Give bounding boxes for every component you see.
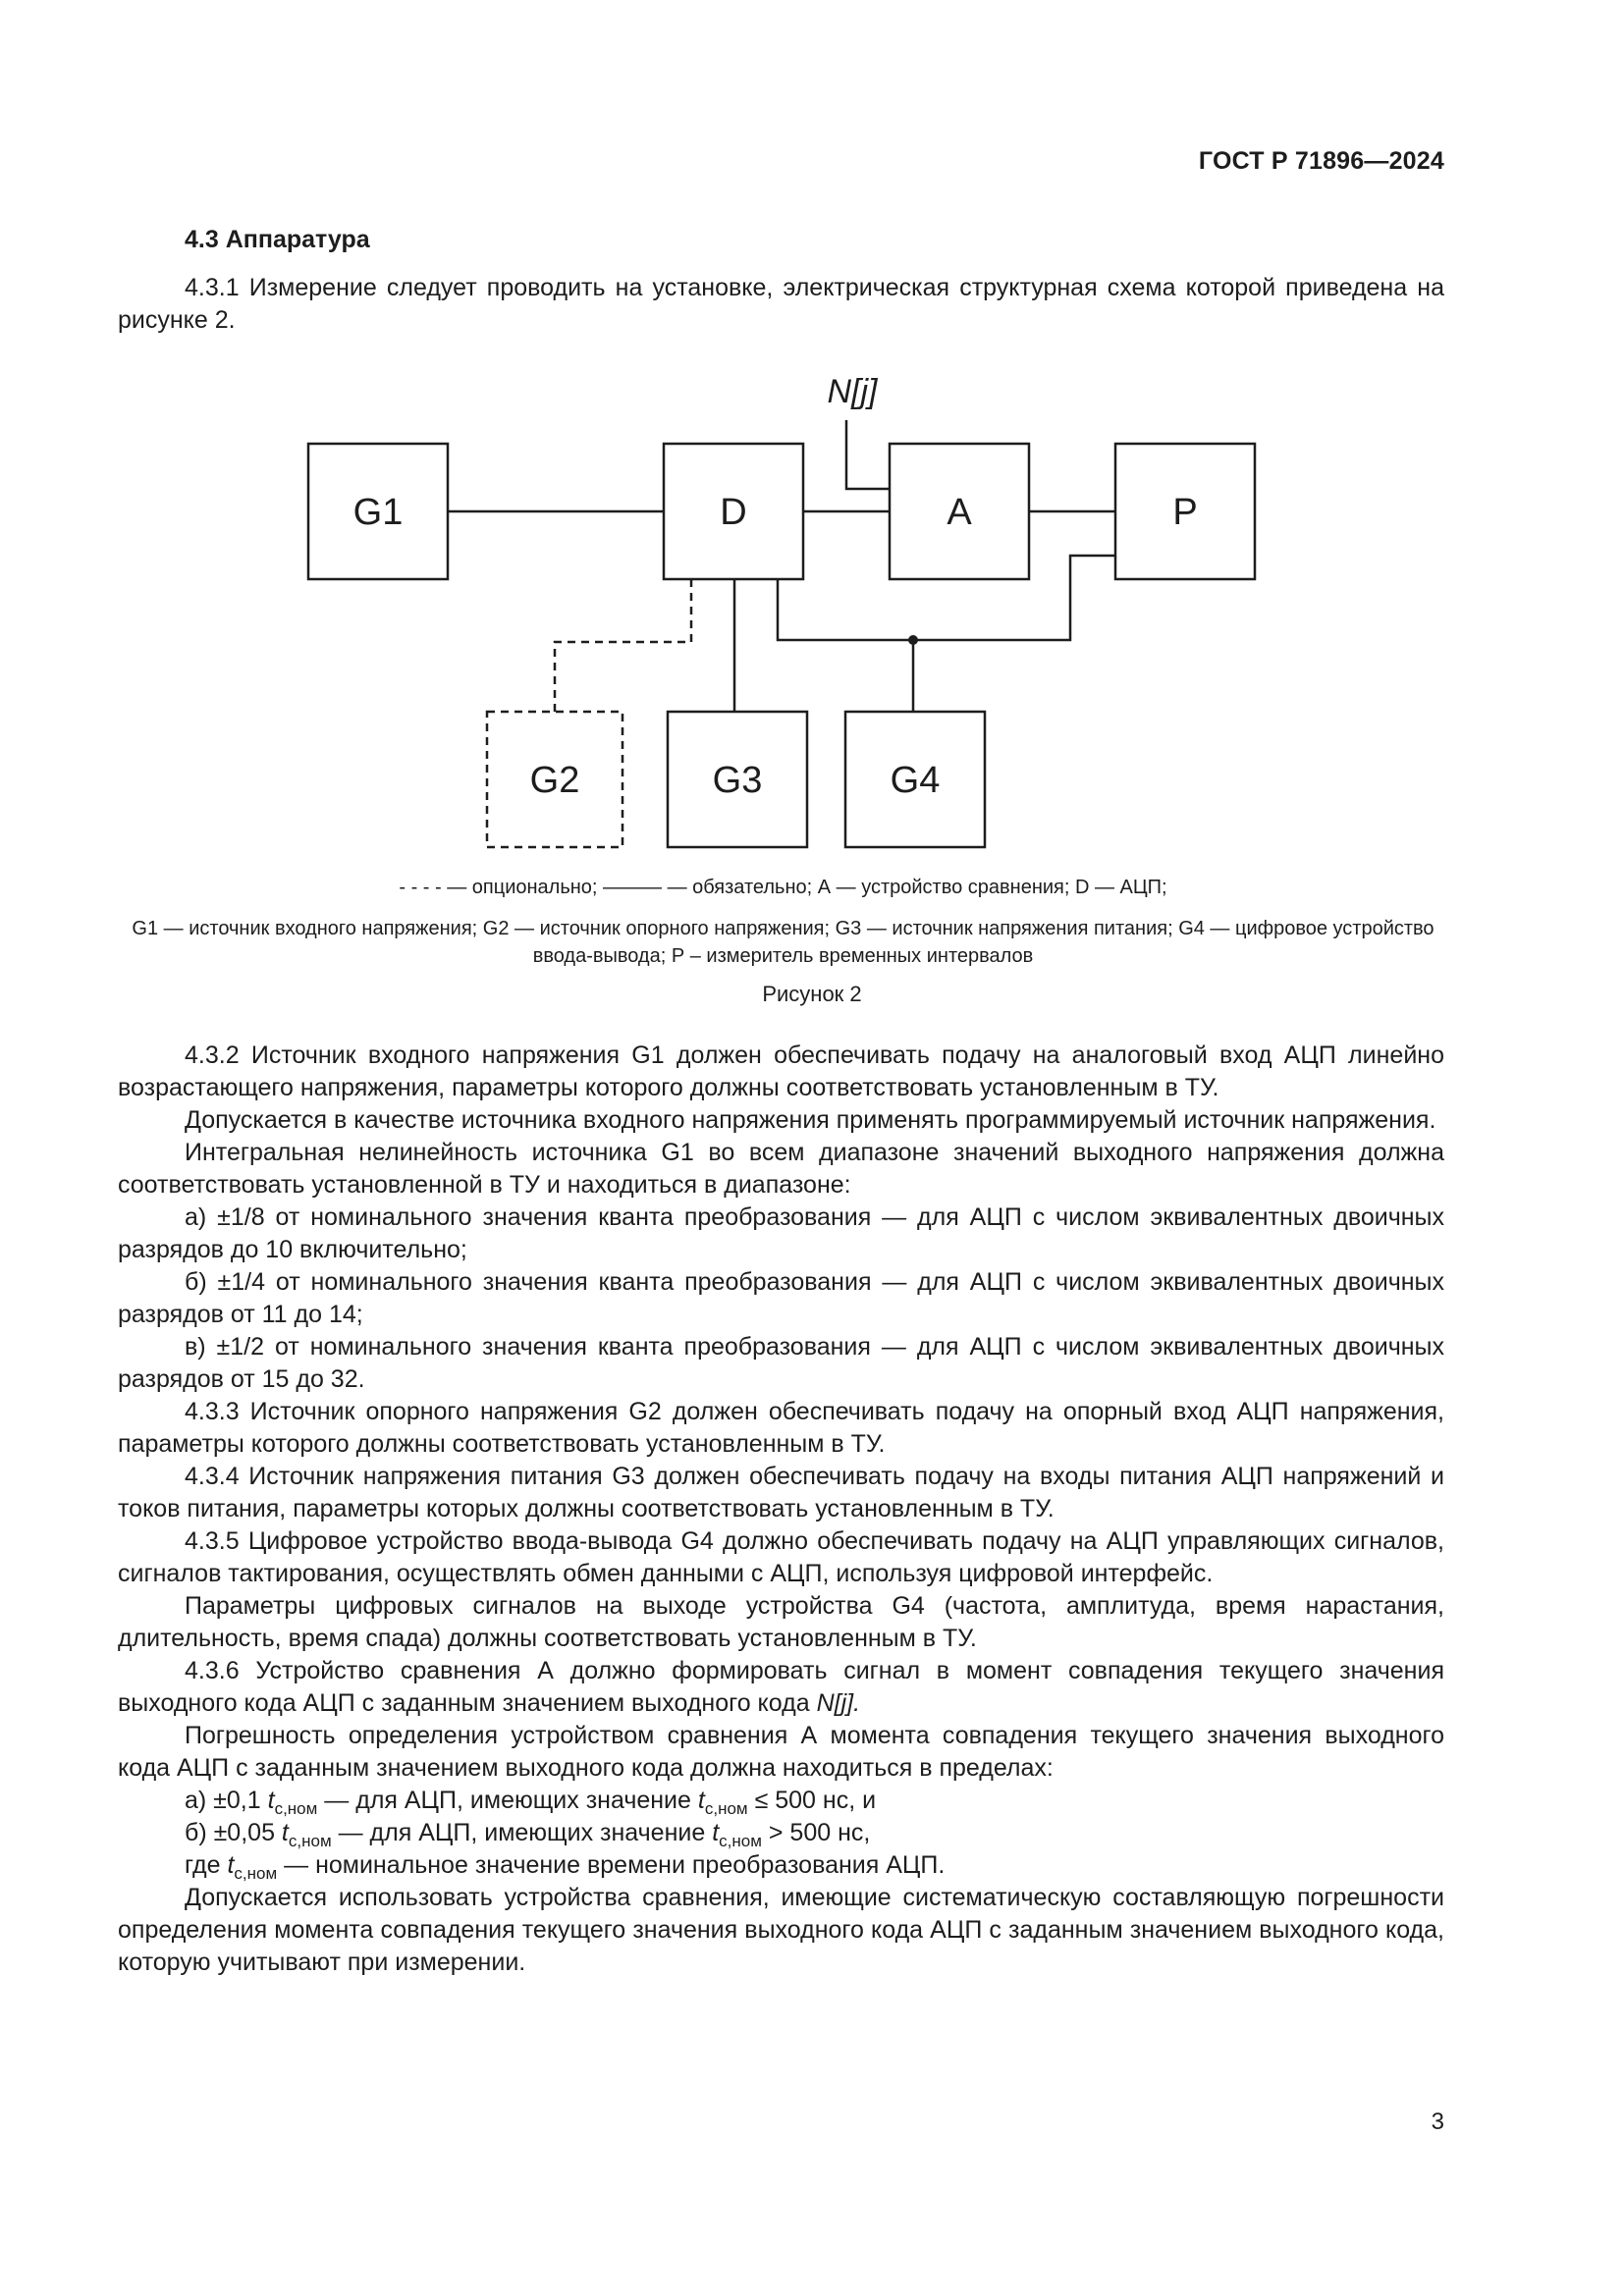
list-item-c: в) ±1/2 от номинального значения кванта преобразования — для АЦП с числом эквивалентных двоичных разрядов от 15 до 32. <box>118 1333 1444 1393</box>
label-a: A <box>947 492 972 533</box>
error-item-a: а) ±0,1 $t_{с,ном}$ — для АЦП, имеющих значение $t_{с,ном} \le 500$ нс, и <box>185 1787 877 1818</box>
label-p: P <box>1172 492 1198 533</box>
paragraph-4-3-6: 4.3.6 Устройство сравнения А должно формировать сигнал в момент совпадения текущего значения выходного кода АЦП с заданным значением выходного кода N[j]. <box>118 1657 1444 1717</box>
where-line: где $t_{с,ном}$ — номинальное значение времени преобразования АЦП. <box>185 1851 946 1883</box>
junction-dot <box>908 635 918 645</box>
paragraph-4-3-4: 4.3.4 Источник напряжения питания G3 должен обеспечивать подачу на входы питания АЦП напряжений и токов питания, параметры которых должны соответствовать установленным в ТУ. <box>118 1463 1444 1522</box>
wire-d-g2-optional <box>555 579 691 712</box>
code-nj: N[j]. <box>816 1689 861 1717</box>
paragraph-4-3-1: 4.3.1 Измерение следует проводить на установке, электрическая структурная схема которой приведена на рисунке 2. <box>118 274 1444 334</box>
label-g4: G4 <box>890 760 941 801</box>
page-number: 3 <box>1431 2109 1444 2135</box>
paragraph-4-3-5: 4.3.5 Цифровое устройство ввода-вывода G4 должно обеспечивать подачу на АЦП управляющих сигналов, сигналов тактирования, осуществлять обмен данными с АЦП, используя цифровой интерфейс. <box>118 1527 1444 1587</box>
label-nj: N[j] <box>827 373 878 410</box>
paragraph-error: Погрешность определения устройством сравнения А момента совпадения текущего значения выходного кода АЦП с заданным значением выходного кода должна находиться в пределах: <box>118 1722 1444 1782</box>
paragraph-integral: Интегральная нелинейность источника G1 во всем диапазоне значений выходного напряжения должна соответствовать установленной в ТУ и находиться в диапазоне: <box>118 1139 1444 1199</box>
intro-block <box>118 272 1444 337</box>
list-item-a: а) ±1/8 от номинального значения кванта преобразования — для АЦП с числом эквивалентных двоичных разрядов до 10 включительно; <box>118 1203 1444 1263</box>
label-g2: G2 <box>529 760 580 801</box>
paragraph-allowed-2: Допускается использовать устройства сравнения, имеющие систематическую составляющую погрешности определения момента совпадения текущего значения выходного кода АЦП с заданным значением выходного кода, которую учитывают при измерении. <box>118 1884 1444 1976</box>
wire-nj-a <box>846 420 890 489</box>
list-item-b: б) ±1/4 от номинального значения кванта преобразования — для АЦП с числом эквивалентных двоичных разрядов от 11 до 14; <box>118 1268 1444 1328</box>
body-text <box>118 1040 1444 1979</box>
legend-line-1: - - - - — опционально; ——— — обязательно; А — устройство сравнения; D — АЦП; <box>399 877 1167 898</box>
section-title: 4.3 Аппаратура <box>185 226 370 253</box>
label-g1: G1 <box>352 492 404 533</box>
figure-caption: Рисунок 2 <box>762 982 862 1006</box>
legend-line-2: G1 — источник входного напряжения; G2 — источник опорного напряжения; G3 — источник напряжения питания; G4 — цифровое устройство ввода-вывода; Р – измеритель временных интервалов <box>132 918 1435 967</box>
paragraph-params: Параметры цифровых сигналов на выходе устройства G4 (частота, амплитуда, время нарастания, длительность, время спада) должны соответствовать установленным в ТУ. <box>118 1592 1444 1652</box>
label-g3: G3 <box>712 760 763 801</box>
label-d: D <box>720 492 747 533</box>
wire-d-p <box>778 556 1115 640</box>
error-item-b: б) ±0,05 $t_{с,ном}$ — для АЦП, имеющих значение $t_{с,ном} > 500$ нс, <box>185 1819 871 1850</box>
block-diagram <box>0 353 1624 864</box>
paragraph-4-3-2: 4.3.2 Источник входного напряжения G1 должен обеспечивать подачу на аналоговый вход АЦП линейно возрастающего напряжения, параметры которого должны соответствовать установленным в ТУ. <box>118 1041 1444 1101</box>
document-header: ГОСТ Р 71896—2024 <box>1198 147 1444 175</box>
paragraph-4-3-3: 4.3.3 Источник опорного напряжения G2 должен обеспечивать подачу на опорный вход АЦП напряжения, параметры которого должны соответствовать установленным в ТУ. <box>118 1398 1444 1458</box>
paragraph-allowed-1: Допускается в качестве источника входного напряжения применять программируемый источник напряжения. <box>185 1106 1436 1134</box>
